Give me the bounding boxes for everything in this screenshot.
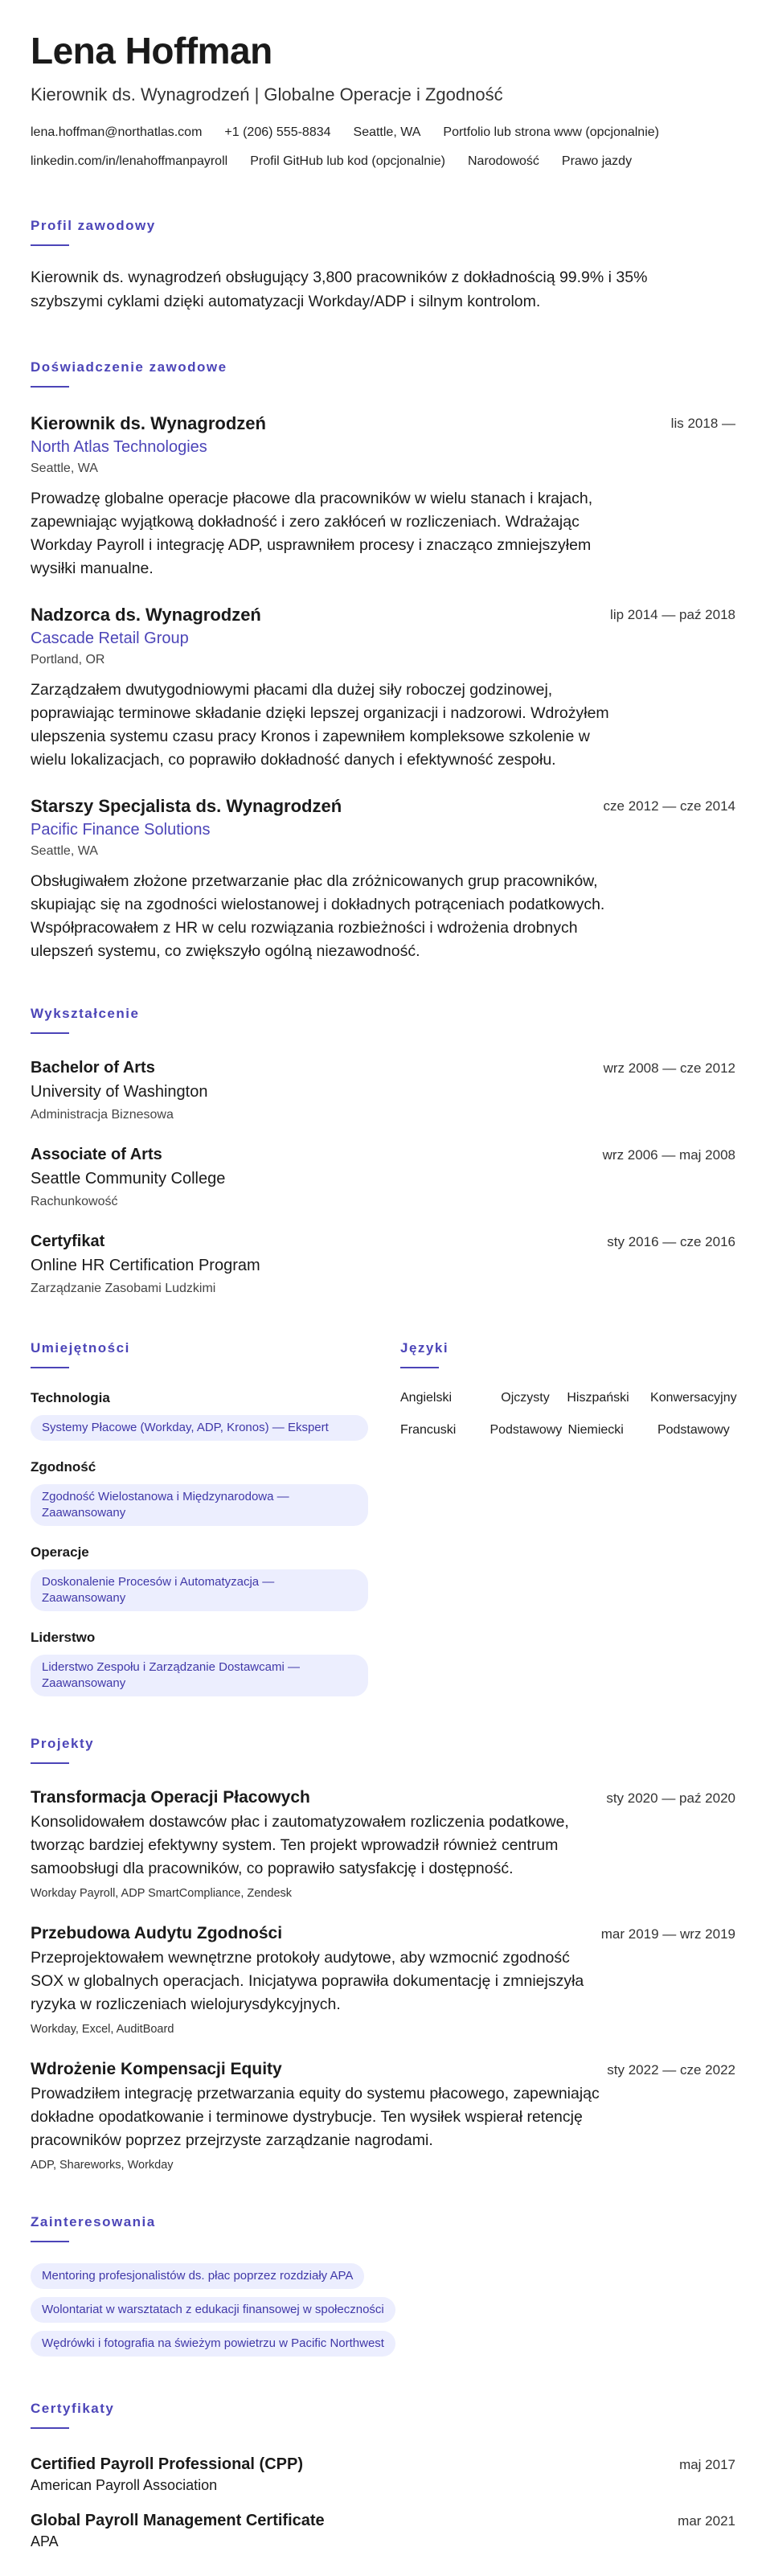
company-name: Pacific Finance Solutions [31,821,211,839]
section-profile [31,217,735,314]
job-description: Prowadzę globalne operacje płacowe dla pracowników w wielu stanach i krajach, zapewniając wyjątkową dokładność i zero zakłóceń w rozliczeniach. Wdrażając Workday Payroll i integrację ADP, usprawniłem procesy i znacząco zmniejszyłem wysiłki manualne. [31,490,593,577]
project-entry [31,1922,735,2037]
job-title: Starszy Specjalista ds. Wynagrodzeń [31,796,342,816]
section-certificates [31,2400,735,2551]
certificate-entry [31,2453,735,2495]
certificate-issuer: American Payroll Association [31,2477,218,2493]
section-interests [31,2213,735,2357]
project-title: Przebudowa Audytu Zgodności [31,1924,283,1942]
section-divider [31,1367,69,1368]
section-divider [31,2427,69,2429]
language-name: Francuski [400,1423,457,1437]
section-title-languages: Języki [400,1340,449,1356]
education-dates: sty 2016 — cze 2016 [607,1234,735,1249]
candidate-headline: Kierownik ds. Wynagrodzeń | Globalne Operacje i Zgodność [31,84,503,105]
skill-group-name: Zgodność [31,1459,96,1475]
section-title-projects: Projekty [31,1736,95,1751]
section-divider [31,1762,69,1764]
project-technologies: ADP, Shareworks, Workday [31,2159,174,2172]
interest-tag: Wolontariat w warsztatach z edukacji finansowej w społeczności [31,2297,395,2323]
project-dates: sty 2022 — cze 2022 [607,2062,735,2078]
education-entry [31,1056,735,1124]
job-title: Kierownik ds. Wynagrodzeń [31,413,266,433]
education-dates: wrz 2008 — cze 2012 [603,1060,735,1076]
contact-linkedin[interactable]: linkedin.com/in/lenahoffmanpayroll [31,154,228,168]
job-title: Nadzorca ds. Wynagrodzeń [31,605,261,625]
section-projects [31,1735,735,2173]
job-location: Seattle, WA [31,461,98,475]
language-level: Podstawowy [490,1423,563,1437]
project-technologies: Workday Payroll, ADP SmartCompliance, Zendesk [31,1887,293,1900]
profile-summary: Kierownik ds. wynagrodzeń obsługujący 3,800 pracowników z dokładnością 99.9% i 35% szybszymi cyklami dzięki automatyzacji Workday/ADP i silnym kontrolom. [31,269,648,310]
skills-languages-row [31,1339,735,1696]
certificate-title: Global Payroll Management Certificate [31,2512,325,2529]
skill-tag: Zgodność Wielostanowa i Międzynarodowa — Zaawansowany [31,1484,368,1526]
certificate-entry [31,2509,735,2551]
experience-entry [31,412,735,580]
experience-entry [31,794,735,963]
section-title-experience: Doświadczenie zawodowe [31,359,227,375]
section-title-interests: Zainteresowania [31,2214,156,2229]
contact-location: Seattle, WA [353,125,421,139]
language-name: Angielski [400,1391,453,1405]
language-level: Podstawowy [657,1423,730,1437]
language-row [400,1421,735,1439]
school-name: Online HR Certification Program [31,1257,260,1274]
degree-name: Certyfikat [31,1233,105,1250]
language-level: Konwersacyjny [650,1391,737,1405]
job-description: Zarządzałem dwutygodniowymi płacami dla dużej siły roboczej godzinowej, poprawiając terminowe składanie dzięki lepszej organizacji i nadzorowi. Wdrożyłem ulepszenia systemu czasu pracy Kronos i zapewniłem kompleksowe szkolenie w wielu lokalizacjach, co poprawiło dokładność danych i efektywność zespołu. [31,681,609,769]
experience-entry [31,603,735,772]
section-divider [31,1032,69,1034]
interest-tag: Wędrówki i fotografia na świeżym powietrzu w Pacific Northwest [31,2331,395,2357]
contact-list [31,124,738,170]
project-dates: mar 2019 — wrz 2019 [600,1926,735,1942]
company-name: Cascade Retail Group [31,630,189,647]
education-entry [31,1230,735,1298]
degree-name: Bachelor of Arts [31,1059,155,1077]
section-skills [31,1339,400,1696]
section-title-education: Wykształcenie [31,1006,140,1021]
job-description: Obsługiwałem złożone przetwarzanie płac dla zróżnicowanych grup pracowników, skupiając się na zgodności wielostanowej i dokładnych potrąceniach podatkowych. Współpracowałem z HR w celu rozwiązania rozbieżności i wdrożenia drobnych ulepszeń systemu, co zwiększyło ogólną niezawodność. [31,872,605,960]
contact-portfolio[interactable]: Portfolio lub strona www (opcjonalnie) [443,125,659,139]
degree-name: Associate of Arts [31,1146,162,1163]
section-title-profile: Profil zawodowy [31,218,156,233]
language-name: Hiszpański [567,1391,629,1405]
certificate-date: maj 2017 [679,2457,735,2472]
skill-group [31,1458,400,1526]
skill-group [31,1544,400,1611]
field-of-study: Administracja Biznesowa [31,1108,174,1122]
job-location: Seattle, WA [31,844,98,858]
job-dates: lip 2014 — paź 2018 [610,607,735,622]
contact-github[interactable]: Profil GitHub lub kod (opcjonalnie) [250,154,445,168]
contact-email[interactable]: lena.hoffman@northatlas.com [31,125,203,139]
certificate-issuer: APA [31,2533,59,2549]
project-dates: sty 2020 — paź 2020 [606,1790,735,1806]
section-experience [31,359,735,963]
section-languages [400,1339,735,1696]
section-title-skills: Umiejętności [31,1340,130,1356]
project-technologies: Workday, Excel, AuditBoard [31,2023,174,2036]
skill-group-name: Operacje [31,1544,89,1560]
job-dates: lis 2018 — [670,416,735,431]
language-level: Ojczysty [501,1391,550,1405]
language-name: Niemiecki [567,1423,624,1437]
certificate-title: Certified Payroll Professional (CPP) [31,2455,303,2473]
contact-phone[interactable]: +1 (206) 555-8834 [224,125,331,139]
skill-group [31,1629,400,1696]
job-location: Portland, OR [31,653,105,667]
project-description: Prowadziłem integrację przetwarzania equity do systemu płacowego, zapewniając dokładne opodatkowanie i terminowe dystrybucje. Ten wysiłek wspierał retencję pracowników poprzez przejrzyste zarządzanie nagrodami. [31,2085,600,2149]
field-of-study: Zarządzanie Zasobami Ludzkimi [31,1282,216,1295]
project-title: Wdrożenie Kompensacji Equity [31,2060,282,2078]
section-education [31,1005,735,1298]
education-entry [31,1143,735,1211]
section-divider [400,1367,439,1368]
project-description: Konsolidowałem dostawców płac i zautomatyzowałem rozliczenia podatkowe, tworząc bardziej efektywny system. Ten projekt wprowadził również centrum samoobsługi dla pracowników, co poprawiło satysfakcję i dostępność. [31,1813,569,1877]
school-name: Seattle Community College [31,1170,226,1188]
school-name: University of Washington [31,1083,208,1101]
skill-tag: Liderstwo Zespołu i Zarządzanie Dostawcami — Zaawansowany [31,1655,368,1696]
skill-group-name: Liderstwo [31,1630,96,1645]
project-entry [31,1786,735,1901]
skill-group-name: Technologia [31,1390,110,1405]
section-divider [31,244,69,246]
skill-tag: Systemy Płacowe (Workday, ADP, Kronos) — Ekspert [31,1415,368,1441]
field-of-study: Rachunkowość [31,1195,118,1208]
job-dates: cze 2012 — cze 2014 [603,798,735,814]
section-title-certificates: Certyfikaty [31,2401,115,2416]
company-name: North Atlas Technologies [31,438,207,456]
education-dates: wrz 2006 — maj 2008 [602,1147,735,1163]
project-description: Przeprojektowałem wewnętrzne protokoły audytowe, aby wzmocnić zgodność SOX w globalnych operacjach. Inicjatywa poprawiła dokumentację i zmniejszyła ryzyka w rozliczeniach wielojurysdykcyjnych. [31,1949,584,2013]
candidate-name: Lena Hoffman [31,30,272,72]
section-divider [31,2241,69,2242]
skill-tag: Doskonalenie Procesów i Automatyzacja — Zaawansowany [31,1569,368,1611]
interest-tag: Mentoring profesjonalistów ds. płac poprzez rozdziały APA [31,2263,364,2289]
interest-list [31,2263,735,2357]
language-row [400,1389,735,1407]
contact-nationality: Narodowość [467,154,539,168]
contact-driving-license: Prawo jazdy [561,154,633,168]
certificate-date: mar 2021 [678,2513,735,2529]
project-entry [31,2058,735,2173]
section-divider [31,386,69,388]
skill-group [31,1389,400,1441]
project-title: Transformacja Operacji Płacowych [31,1788,310,1807]
